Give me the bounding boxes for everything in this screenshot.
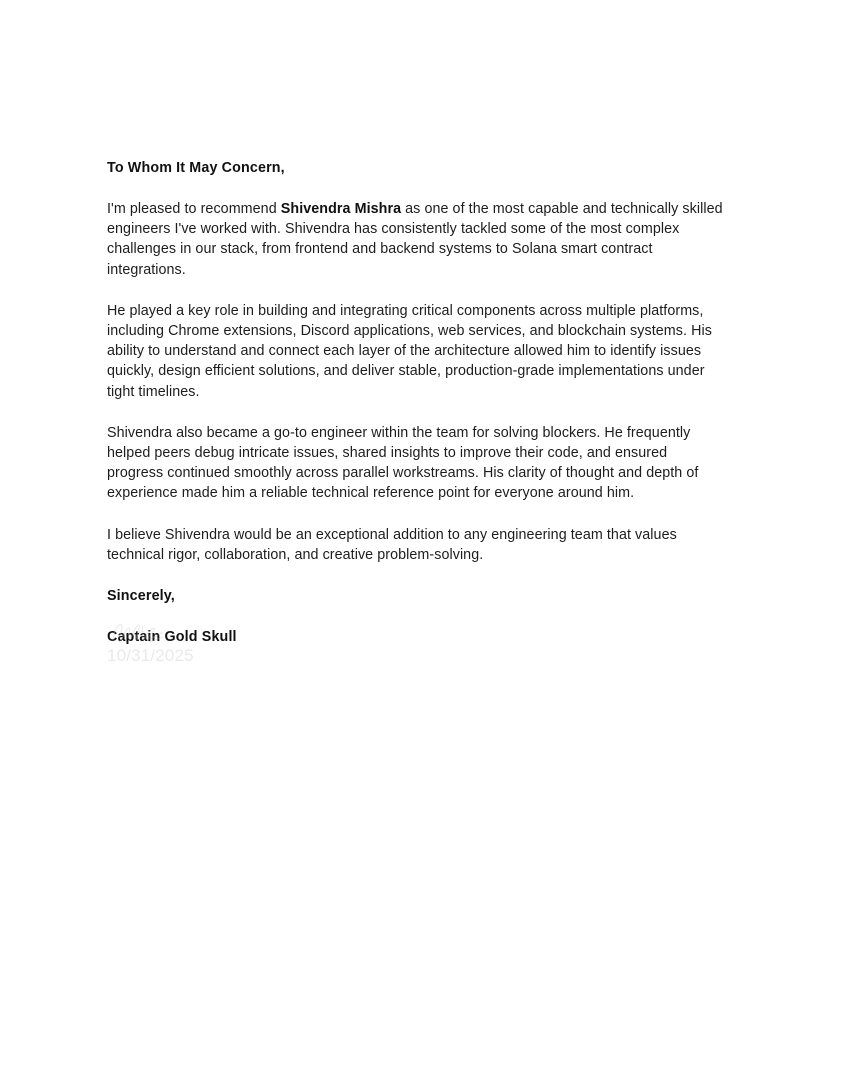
paragraph-intro-text-1: I'm pleased to recommend [107,201,281,217]
signature-date: 10/31/2025 [107,646,194,665]
paragraph-intro [107,199,725,280]
paragraph-recommendation: I believe Shivendra would be an exceptional addition to any engineering team that values technical rigor, collaboration, and creative problem-solving. [107,526,677,563]
handwritten-signature-icon [109,620,169,648]
letter-content [107,158,725,647]
recommended-person-name: Shivendra Mishra [280,201,402,217]
closing-salutation: Sincerely, [107,588,175,605]
paragraph-contributions: He played a key role in building and integrating critical components across multiple platforms, including Chrome extensions, Discord applications, web services, and blockchain systems. His ability to understand and connect each layer of the architecture allowed him to identify issues quickly, design efficient solutions, and deliver stable, production-grade implementations under tight timelines. [107,302,712,400]
signature-area [107,620,367,672]
paragraph-teamwork: Shivendra also became a go-to engineer within the team for solving blockers. He frequently helped peers debug intricate issues, shared insights to improve their code, and ensured progress continued smoothly across parallel workstreams. His clarity of thought and depth of experience made him a reliable technical reference point for everyone around him. [107,424,699,502]
paragraph-intro-text-2: as one of the most capable and technically skilled engineers I've worked with. Shivendra has consistently tackled some of the most complex challenges in our stack, from frontend and backend systems to Solana smart contract integrations. [107,201,723,278]
signer-name: Captain Gold Skull [107,629,237,646]
letter-salutation: To Whom It May Concern, [107,160,285,176]
